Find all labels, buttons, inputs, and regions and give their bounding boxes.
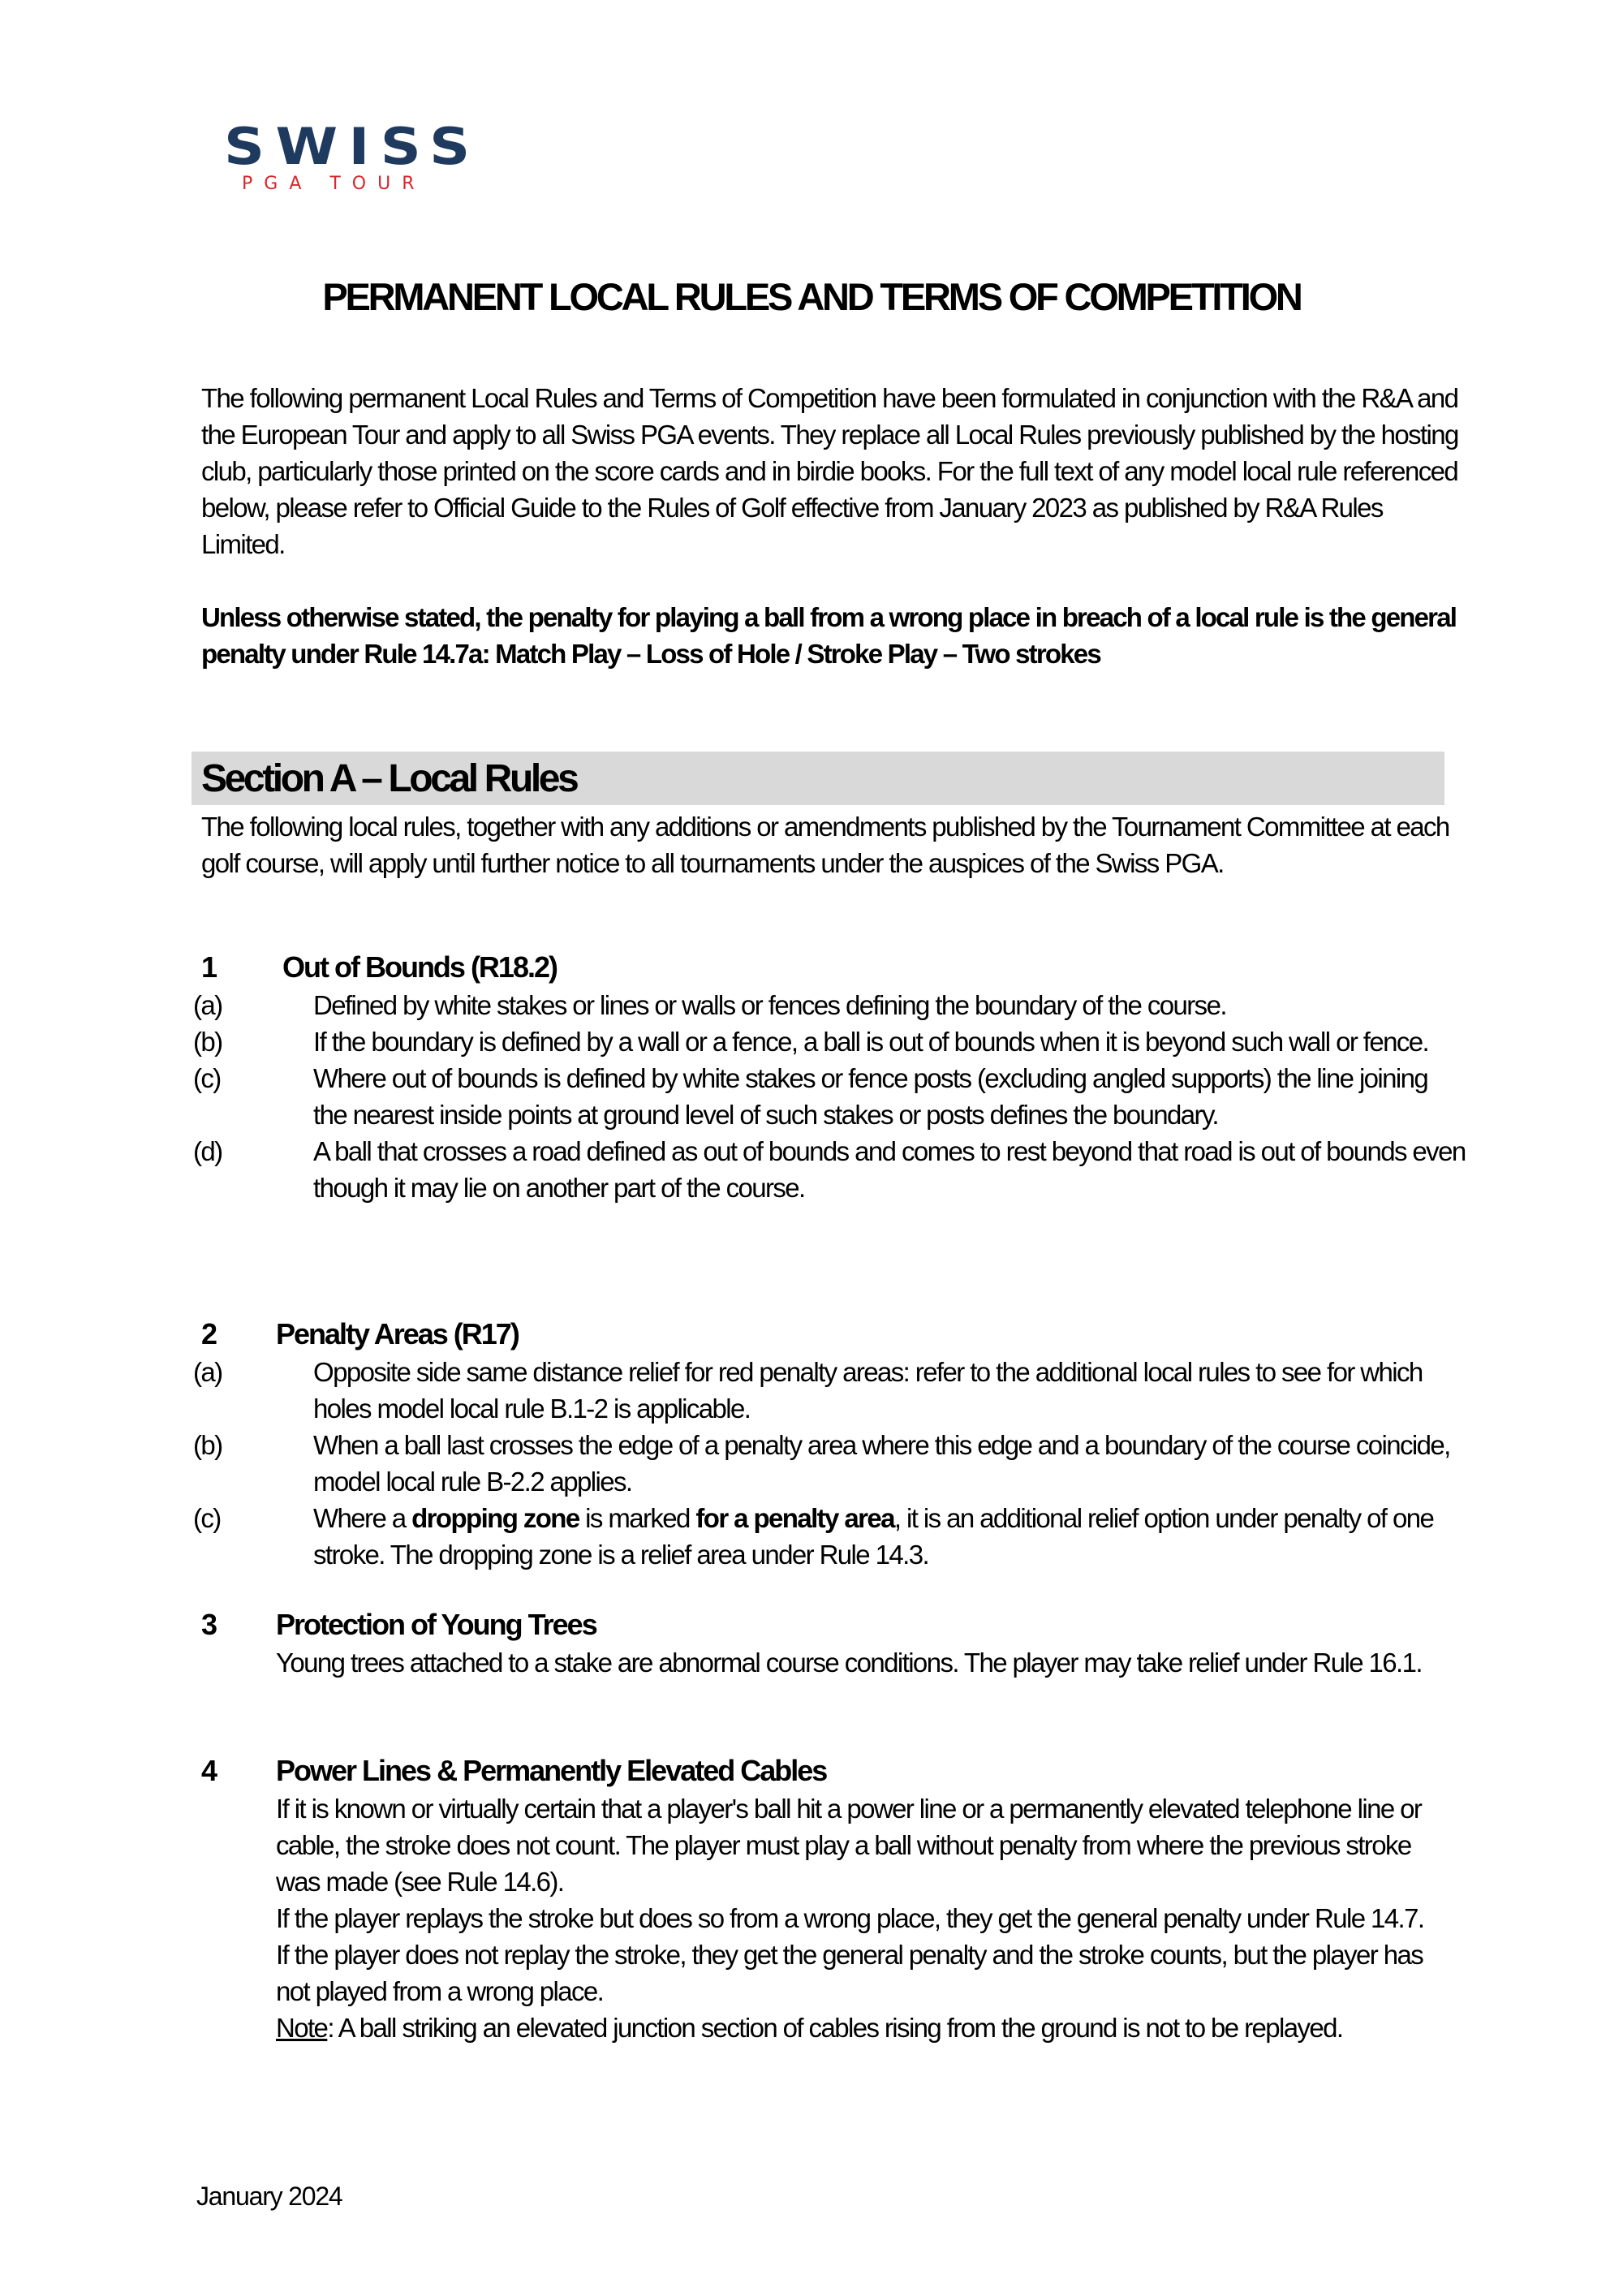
rule-item xyxy=(193,1354,1483,1427)
rule-4 xyxy=(201,1751,1483,2046)
item-text: Opposite side same distance relief for red penalty areas: refer to the additional local rules to see for which holes model local rule B.1-2 is applicable. xyxy=(313,1357,1423,1424)
rule-2 xyxy=(193,1315,1483,1573)
item-text: A ball that crosses a road defined as out of bounds and comes to rest beyond that road is out of bounds even though it may lie on another part of the course. xyxy=(313,1136,1466,1203)
bold-text-dropping-zone: dropping zone xyxy=(411,1503,579,1533)
rule-number: 4 xyxy=(201,1754,217,1787)
item-label: (a) xyxy=(193,1357,222,1387)
footer-date: January 2024 xyxy=(196,2182,342,2211)
rule-note xyxy=(276,2010,1453,2046)
rule-title: Out of Bounds (R18.2) xyxy=(282,950,557,984)
rule-body xyxy=(276,1790,1453,2046)
rule-item xyxy=(193,1023,1483,1060)
bold-text-penalty-area: for a penalty area xyxy=(695,1503,894,1533)
rule-1 xyxy=(193,948,1483,1206)
section-intro: The following local rules, together with any additions or amendments published by the Tournament Committee at each golf course, will apply until further notice to all tournaments under the auspices of the Swiss PGA. xyxy=(201,812,1449,878)
item-label: (b) xyxy=(193,1430,222,1460)
item-label: (a) xyxy=(193,990,222,1020)
rule-paragraph: If it is known or virtually certain that a player's ball hit a power line or a permanently elevated telephone line or cable, the stroke does not count. The player must play a ball without penalty from where the previous stroke was made (see Rule 14.6). xyxy=(276,1794,1422,1897)
item-text: Defined by white stakes or lines or walls or fences defining the boundary of the course. xyxy=(313,990,1226,1020)
note-text: : A ball striking an elevated junction section of cables rising from the ground is not to be replayed. xyxy=(327,2013,1343,2043)
rule-heading xyxy=(201,948,1483,987)
rule-item xyxy=(193,1427,1483,1500)
section-title: Section A – Local Rules xyxy=(201,757,577,800)
swiss-pga-tour-logo xyxy=(224,117,481,195)
note-label: Note xyxy=(276,2013,328,2043)
text-run: is marked xyxy=(579,1503,696,1533)
rule-heading xyxy=(201,1751,1483,1790)
item-label: (d) xyxy=(193,1136,222,1166)
penalty-note: Unless otherwise stated, the penalty for playing a ball from a wrong place in breach of a local rule is the general penalty under Rule 14.7a: Match Play – Loss of Hole / Stroke Play – Two strokes xyxy=(201,602,1457,669)
page-title: PERMANENT LOCAL RULES AND TERMS OF COMPETITION xyxy=(322,275,1301,318)
rule-number: 1 xyxy=(201,950,217,984)
rule-item xyxy=(193,1500,1483,1573)
logo-subtitle: PGA TOUR xyxy=(242,174,426,194)
item-text: When a ball last crosses the edge of a penalty area where this edge and a boundary of the course coincide, model local rule B-2.2 applies. xyxy=(313,1430,1450,1497)
rule-number: 2 xyxy=(201,1317,217,1350)
item-text: Where out of bounds is defined by white stakes or fence posts (excluding angled supports) the line joining the nearest inside points at ground level of such stakes or posts defines the boundary. xyxy=(313,1063,1428,1130)
rule-3 xyxy=(201,1605,1483,1681)
rule-title: Penalty Areas (R17) xyxy=(276,1317,519,1350)
item-label: (b) xyxy=(193,1027,222,1057)
rule-body: Young trees attached to a stake are abnormal course conditions. The player may take relief under Rule 16.1. xyxy=(276,1648,1422,1678)
logo-wordmark: SWISS xyxy=(224,117,481,176)
rule-heading xyxy=(201,1605,1483,1644)
item-label: (c) xyxy=(193,1063,221,1093)
rule-paragraph: If the player does not replay the stroke, they get the general penalty and the stroke counts, but the player has not played from a wrong place. xyxy=(276,1940,1423,2006)
text-run: , it is an additional relief option under penalty of one stroke. The dropping zone is a relief area under Rule 14.3. xyxy=(313,1503,1434,1570)
item-label: (c) xyxy=(193,1503,221,1533)
rule-item xyxy=(193,1060,1483,1133)
rule-paragraph: If the player replays the stroke but does so from a wrong place, they get the general penalty under Rule 14.7. xyxy=(276,1903,1424,1933)
rule-number: 3 xyxy=(201,1608,217,1641)
intro-paragraph: The following permanent Local Rules and Terms of Competition have been formulated in conjunction with the R&A and the European Tour and apply to all Swiss PGA events. They replace all Local Rules previously published by the hosting club, particularly those printed on the score cards and in birdie books. For the full text of any model local rule referenced below, please refer to Official Guide to the Rules of Golf effective from January 2023 as published by R&A Rules Limited. xyxy=(201,383,1458,559)
item-text: If the boundary is defined by a wall or a fence, a ball is out of bounds when it is beyond such wall or fence. xyxy=(313,1027,1429,1057)
rule-item xyxy=(193,1133,1483,1206)
text-run: Where a xyxy=(313,1503,412,1533)
rule-item xyxy=(193,987,1483,1023)
item-text xyxy=(313,1500,1466,1573)
rule-title: Protection of Young Trees xyxy=(276,1608,596,1641)
rule-title: Power Lines & Permanently Elevated Cables xyxy=(276,1754,827,1787)
rule-heading xyxy=(201,1315,1483,1354)
